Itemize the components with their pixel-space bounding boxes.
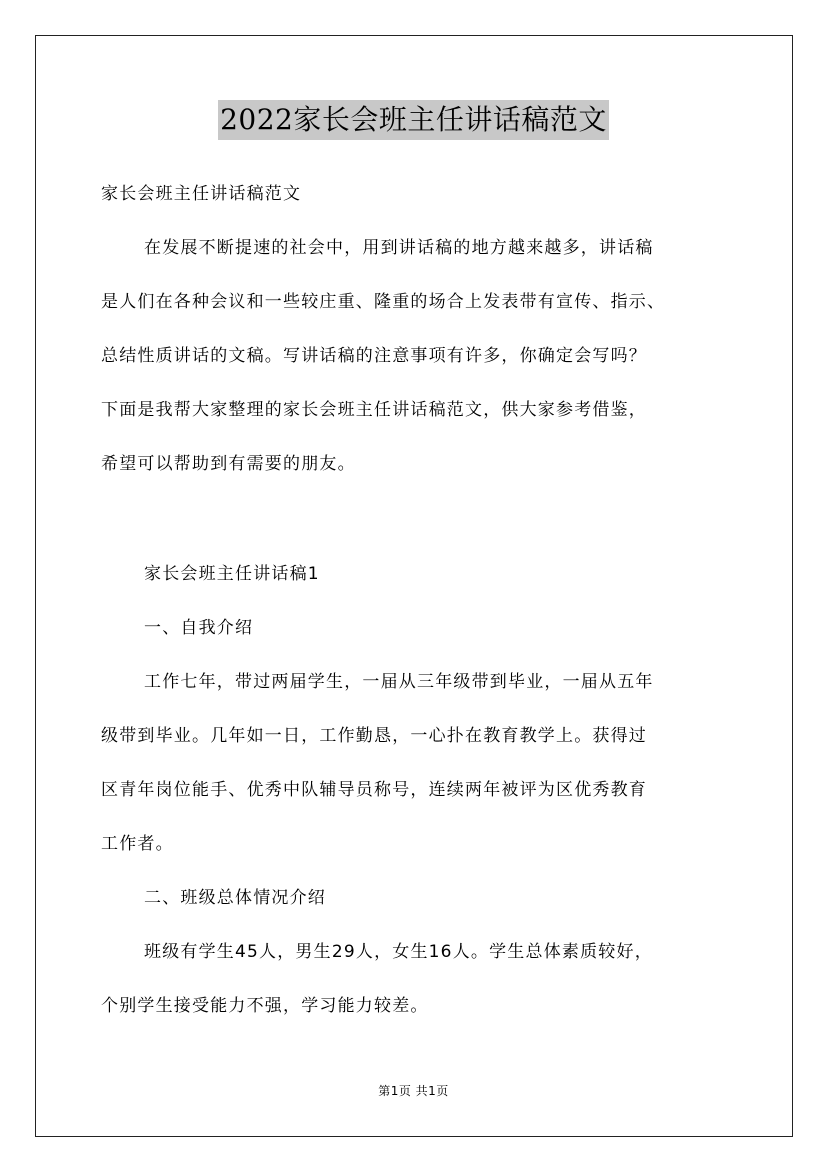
intro-line-3: 总结性质讲话的文稿。写讲话稿的注意事项有许多，你确定会写吗？ [101,346,647,366]
part1-heading: 一、自我介绍 [144,618,254,638]
page-footer: 第1页 共1页 [378,1084,449,1098]
document-title: 2022家长会班主任讲话稿范文 [218,100,609,140]
part1-line-1: 工作七年，带过两届学生，一届从三年级带到毕业，一届从五年 [144,672,654,692]
part1-line-3: 区青年岗位能手、优秀中队辅导员称号，连续两年被评为区优秀教育 [101,780,647,800]
document-title-wrapper [0,100,827,142]
part2-line-2: 个别学生接受能力不强，学习能力较差。 [101,996,429,1016]
intro-line-1: 在发展不断提速的社会中，用到讲话稿的地方越来越多，讲话稿 [144,238,654,258]
part2-line-1: 班级有学生45人，男生29人，女生16人。学生总体素质较好， [144,942,653,962]
part1-line-2: 级带到毕业。几年如一日，工作勤恳，一心扑在教育教学上。获得过 [101,726,647,746]
document-subtitle: 家长会班主任讲话稿范文 [101,184,302,204]
intro-line-5: 希望可以帮助到有需要的朋友。 [101,454,356,474]
section-heading: 家长会班主任讲话稿1 [144,564,320,584]
part2-heading: 二、班级总体情况介绍 [144,888,326,908]
intro-line-4: 下面是我帮大家整理的家长会班主任讲话稿范文，供大家参考借鉴， [101,400,647,420]
part1-line-4: 工作者。 [101,834,174,854]
intro-line-2: 是人们在各种会议和一些较庄重、隆重的场合上发表带有宣传、指示、 [101,292,666,312]
